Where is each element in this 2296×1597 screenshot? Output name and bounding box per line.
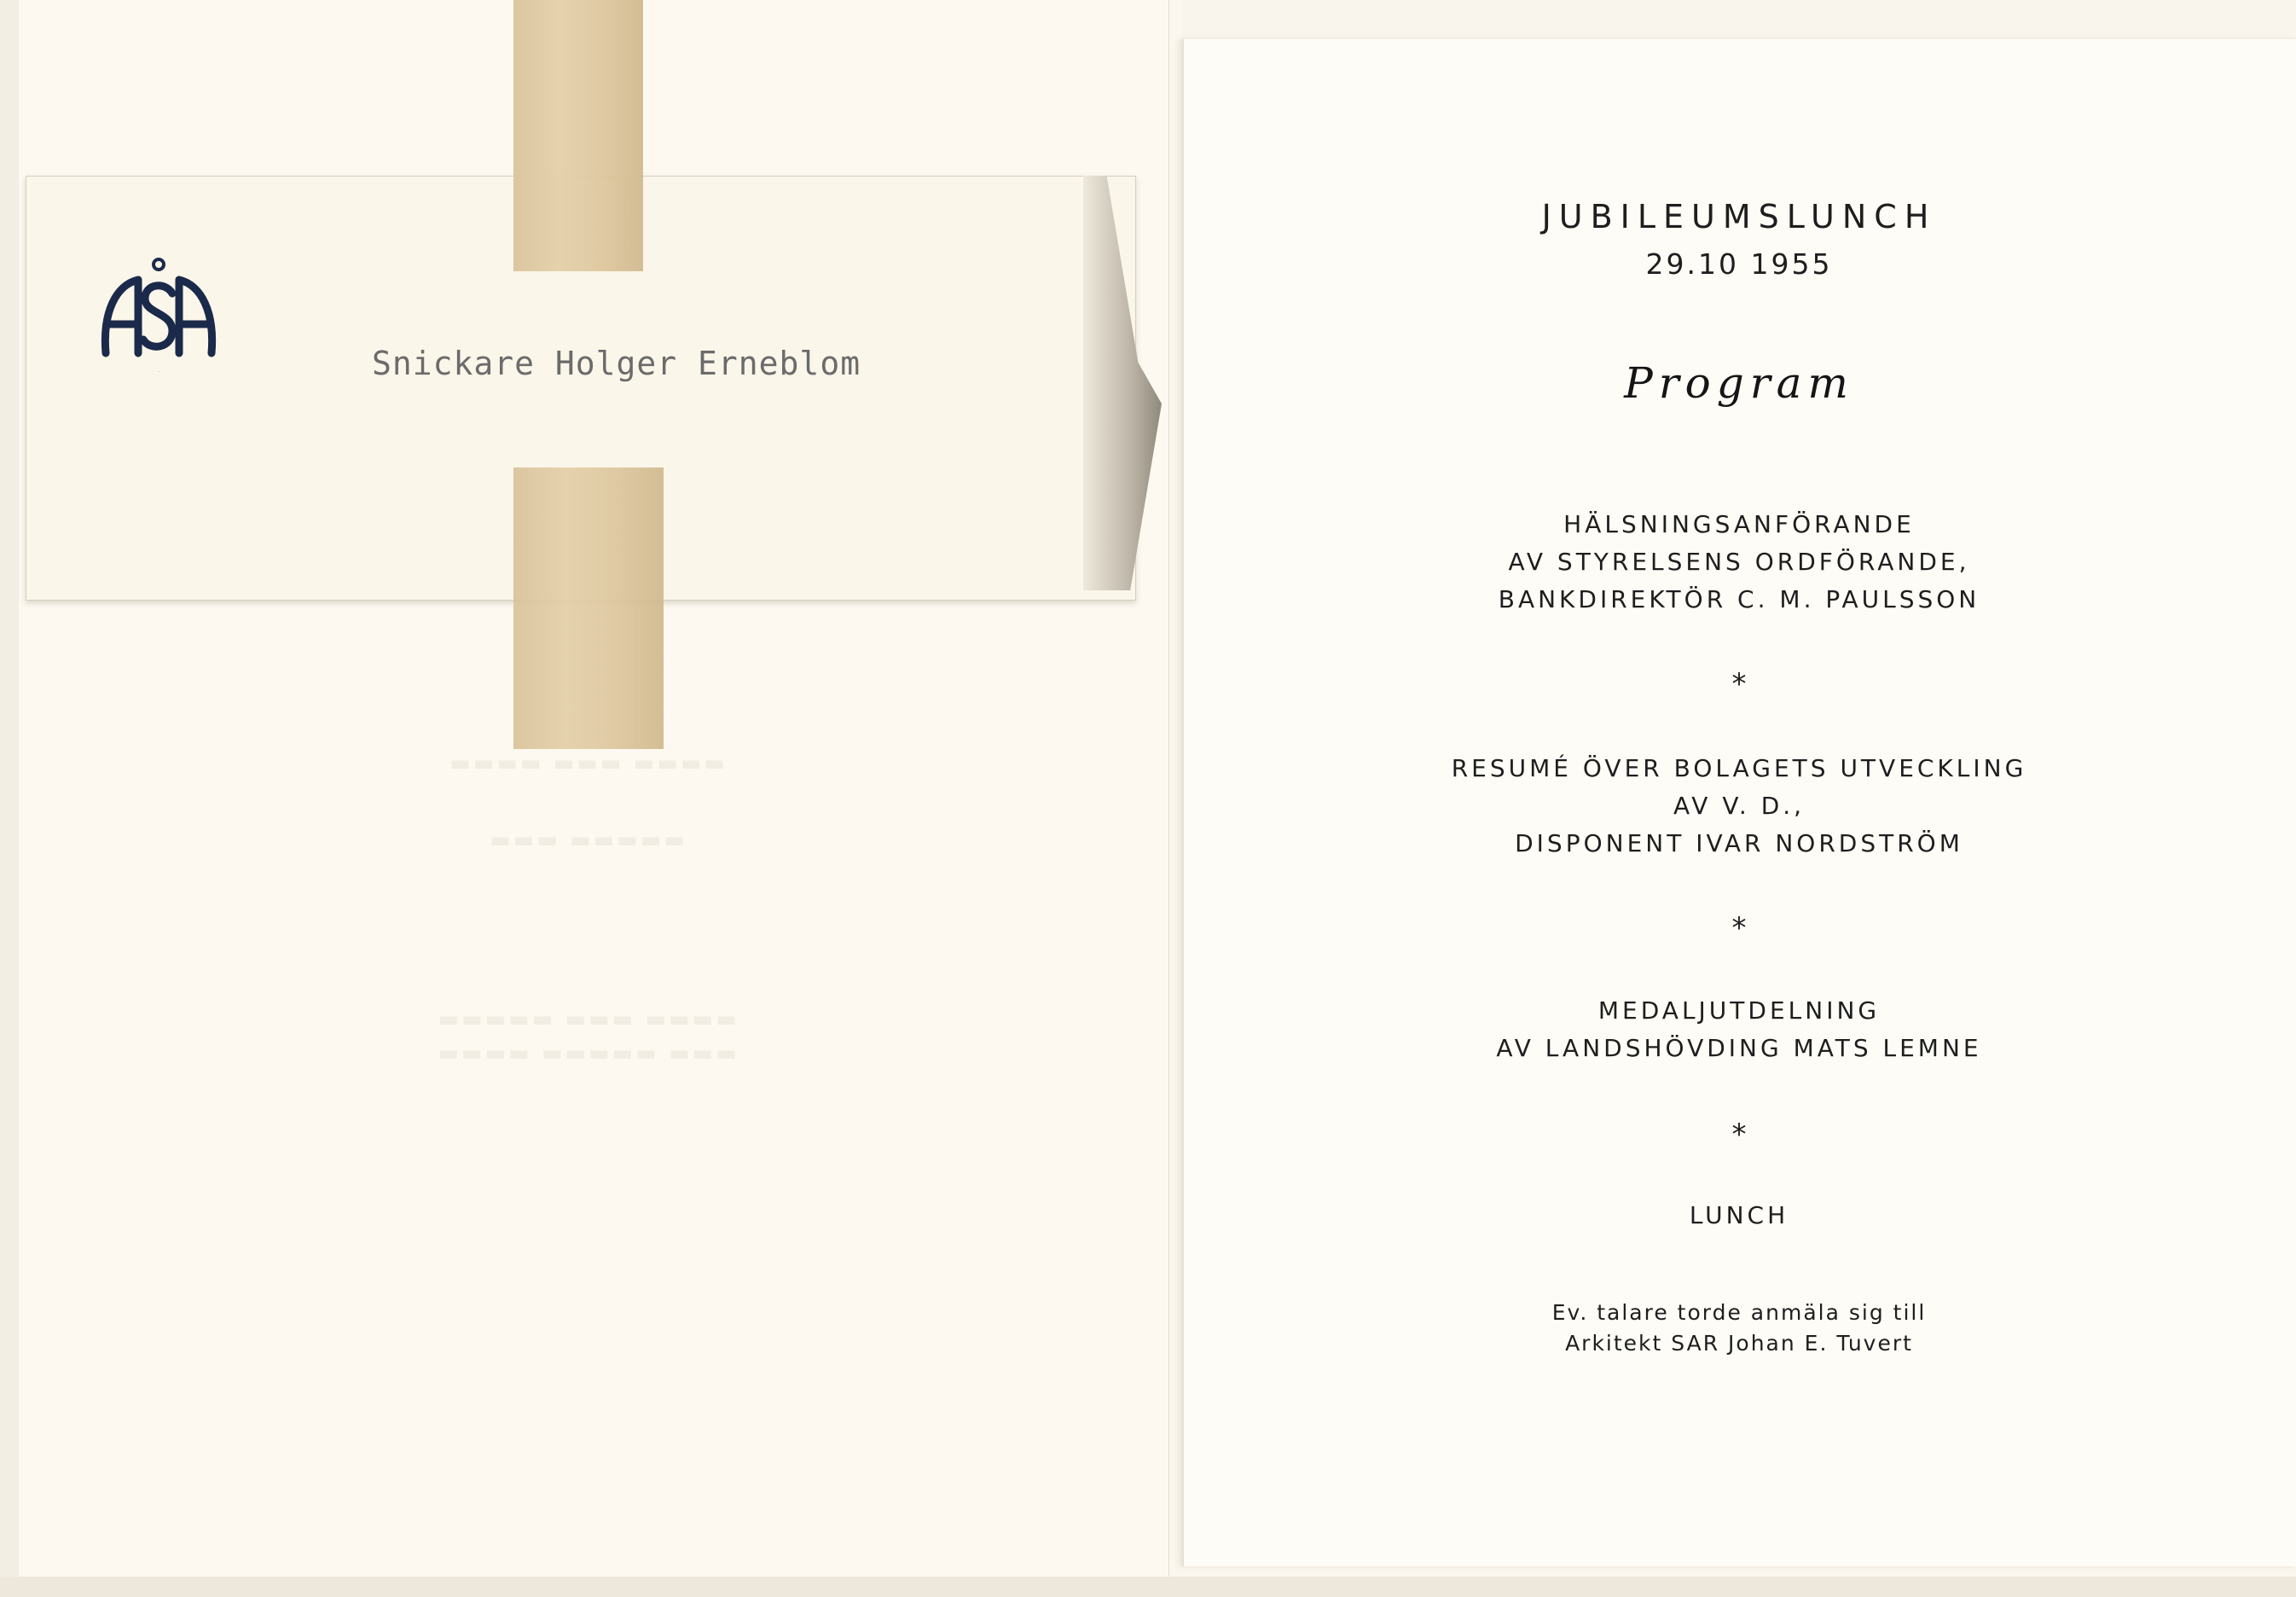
left-page-edge <box>0 0 19 1597</box>
show-through-mark: ▬▬▬▬ ▬▬▬▬▬ ▬▬▬ <box>438 1041 739 1066</box>
speaker-note-line: Arkitekt SAR Johan E. Tuvert <box>1565 1331 1913 1356</box>
program-item-line: MEDALJUTDELNING <box>1597 996 1881 1025</box>
adhesive-tape-bottom <box>513 467 664 749</box>
program-date: 29.10 1955 <box>1645 247 1833 281</box>
asa-monogram-logo <box>97 253 220 375</box>
program-item-line: DISPONENT IVAR NORDSTRÖM <box>1515 829 1963 857</box>
separator-asterisk: * <box>1731 667 1747 701</box>
separator-asterisk: * <box>1731 911 1747 945</box>
speaker-note-line: Ev. talare torde anmäla sig till <box>1551 1300 1927 1325</box>
separator-asterisk: * <box>1731 1118 1747 1152</box>
program-item-line: BANKDIREKTÖR C. M. PAULSSON <box>1498 585 1980 613</box>
program-heading: Program <box>1624 358 1854 408</box>
program-item-line: AV V. D., <box>1673 792 1806 820</box>
show-through-mark: ▬▬▬▬▬ ▬▬▬ ▬▬▬▬ <box>438 1007 739 1032</box>
show-through-mark: ▬▬▬ ▬▬▬▬▬ <box>490 828 687 853</box>
program-item-line: LUNCH <box>1689 1201 1789 1229</box>
adhesive-tape-top <box>513 0 643 271</box>
program-title: JUBILEUMSLUNCH <box>1541 198 1937 235</box>
show-through-mark: ▬▬▬▬ ▬▬▬ ▬▬▬▬ <box>449 751 728 776</box>
program-item-line: RESUMÉ ÖVER BOLAGETS UTVECKLING <box>1451 754 2027 782</box>
right-page-top-edge <box>1182 0 2296 39</box>
svg-text:ÅSA: ÅSA <box>157 372 160 373</box>
recipient-name: Snickare Holger Erneblom <box>372 345 861 382</box>
program-item-line: AV LANDSHÖVDING MATS LEMNE <box>1496 1034 1982 1062</box>
program-item-line: AV STYRELSENS ORDFÖRANDE, <box>1508 548 1970 576</box>
program-item-line: HÄLSNINGSANFÖRANDE <box>1563 510 1915 538</box>
bottom-edge <box>0 1577 2296 1597</box>
